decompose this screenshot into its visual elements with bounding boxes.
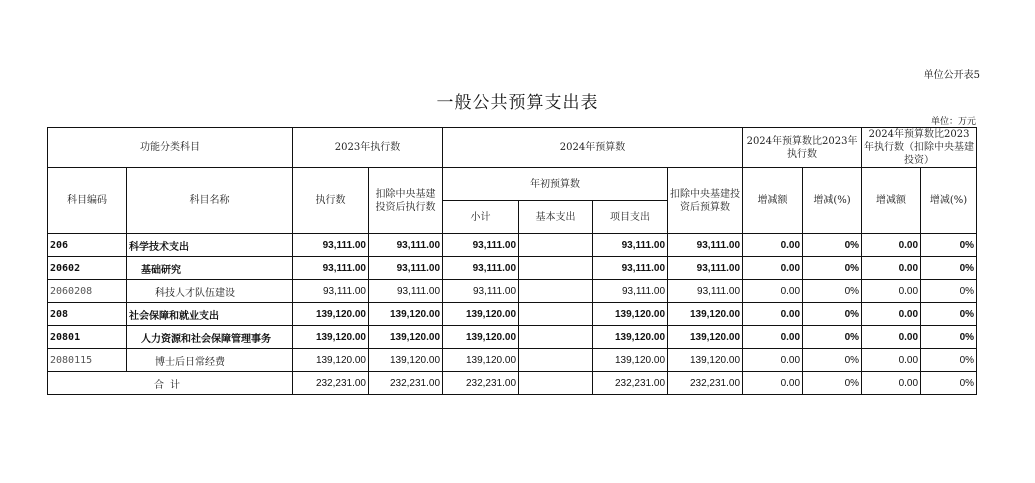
- table-row: [48, 349, 977, 372]
- row-project: 93,111.00: [593, 257, 668, 280]
- row-exec-ex: 93,111.00: [369, 257, 443, 280]
- row-exec: 93,111.00: [293, 234, 369, 257]
- row-code: 20801: [48, 326, 127, 349]
- row-name: 基础研究: [127, 257, 293, 280]
- row-exec: 139,120.00: [293, 303, 369, 326]
- header-subtotal: 小计: [443, 201, 519, 234]
- header-diff-amt-2: 增减额: [862, 168, 921, 234]
- header-budget-2024: 2024年预算数: [443, 128, 743, 168]
- row-code: 206: [48, 234, 127, 257]
- row-exec: 139,120.00: [293, 349, 369, 372]
- row-budget-ex: 139,120.00: [668, 349, 743, 372]
- total-diff-amt: 0.00: [743, 372, 803, 395]
- row-diff-pct-2: 0%: [921, 349, 977, 372]
- row-diff-amt-2: 0.00: [862, 303, 921, 326]
- row-name: 科技人才队伍建设: [127, 280, 293, 303]
- row-budget-ex: 93,111.00: [668, 257, 743, 280]
- row-diff-pct: 0%: [803, 303, 862, 326]
- row-subtotal: 139,120.00: [443, 349, 519, 372]
- page-title: 一般公共预算支出表: [436, 93, 599, 113]
- row-code: 208: [48, 303, 127, 326]
- header-diff-pct: 增减(%): [803, 168, 862, 234]
- row-diff-amt-2: 0.00: [862, 257, 921, 280]
- total-diff-pct: 0%: [803, 372, 862, 395]
- total-label: 合计: [48, 372, 293, 395]
- total-exec: 232,231.00: [293, 372, 369, 395]
- row-subtotal: 93,111.00: [443, 280, 519, 303]
- row-basic: [519, 349, 593, 372]
- budget-table: [47, 127, 977, 395]
- total-subtotal: 232,231.00: [443, 372, 519, 395]
- row-diff-pct-2: 0%: [921, 234, 977, 257]
- row-diff-amt: 0.00: [743, 280, 803, 303]
- row-budget-ex: 139,120.00: [668, 326, 743, 349]
- total-project: 232,231.00: [593, 372, 668, 395]
- form-number: 单位公开表5: [923, 70, 980, 81]
- total-exec-ex: 232,231.00: [369, 372, 443, 395]
- row-name: 社会保障和就业支出: [127, 303, 293, 326]
- total-row: [48, 372, 977, 395]
- row-project: 93,111.00: [593, 280, 668, 303]
- row-diff-amt: 0.00: [743, 257, 803, 280]
- row-exec: 139,120.00: [293, 326, 369, 349]
- row-project: 139,120.00: [593, 303, 668, 326]
- row-diff-pct-2: 0%: [921, 303, 977, 326]
- total-basic: [519, 372, 593, 395]
- row-diff-pct: 0%: [803, 280, 862, 303]
- row-basic: [519, 257, 593, 280]
- row-budget-ex: 139,120.00: [668, 303, 743, 326]
- row-subtotal: 139,120.00: [443, 303, 519, 326]
- header-exec-ex: 扣除中央基建投资后执行数: [369, 168, 443, 234]
- table-row: [48, 303, 977, 326]
- header-initial: 年初预算数: [443, 168, 668, 201]
- table-row: [48, 257, 977, 280]
- header-code: 科目编码: [48, 168, 127, 234]
- header-compare: 2024年预算数比2023年执行数: [743, 128, 862, 168]
- row-diff-amt-2: 0.00: [862, 280, 921, 303]
- total-budget-ex: 232,231.00: [668, 372, 743, 395]
- row-name: 人力资源和社会保障管理事务: [127, 326, 293, 349]
- unit-label: 单位：万元: [930, 117, 976, 127]
- row-basic: [519, 326, 593, 349]
- row-subtotal: 93,111.00: [443, 234, 519, 257]
- header-diff-pct-2: 增减(%): [921, 168, 977, 234]
- row-exec-ex: 93,111.00: [369, 234, 443, 257]
- total-diff-amt-2: 0.00: [862, 372, 921, 395]
- row-basic: [519, 303, 593, 326]
- total-diff-pct-2: 0%: [921, 372, 977, 395]
- row-subtotal: 139,120.00: [443, 326, 519, 349]
- row-budget-ex: 93,111.00: [668, 234, 743, 257]
- row-diff-pct: 0%: [803, 326, 862, 349]
- row-budget-ex: 93,111.00: [668, 280, 743, 303]
- row-exec-ex: 139,120.00: [369, 349, 443, 372]
- row-exec: 93,111.00: [293, 257, 369, 280]
- header-func-class: 功能分类科目: [48, 128, 293, 168]
- header-project: 项目支出: [593, 201, 668, 234]
- table-row: [48, 326, 977, 349]
- row-diff-pct: 0%: [803, 234, 862, 257]
- header-basic: 基本支出: [519, 201, 593, 234]
- row-diff-pct-2: 0%: [921, 326, 977, 349]
- header-row-2: [48, 168, 977, 201]
- header-name: 科目名称: [127, 168, 293, 234]
- row-diff-pct-2: 0%: [921, 257, 977, 280]
- header-exec-2023: 2023年执行数: [293, 128, 443, 168]
- row-diff-amt-2: 0.00: [862, 349, 921, 372]
- row-diff-amt: 0.00: [743, 326, 803, 349]
- row-diff-amt-2: 0.00: [862, 326, 921, 349]
- row-project: 139,120.00: [593, 349, 668, 372]
- row-diff-pct: 0%: [803, 257, 862, 280]
- row-diff-pct-2: 0%: [921, 280, 977, 303]
- row-basic: [519, 280, 593, 303]
- row-exec-ex: 93,111.00: [369, 280, 443, 303]
- row-exec: 93,111.00: [293, 280, 369, 303]
- row-code: 2080115: [48, 349, 127, 372]
- header-budget-ex: 扣除中央基建投资后预算数: [668, 168, 743, 234]
- header-row-1: [48, 128, 977, 168]
- table-row: [48, 280, 977, 303]
- row-diff-amt: 0.00: [743, 303, 803, 326]
- row-diff-amt: 0.00: [743, 349, 803, 372]
- row-diff-amt: 0.00: [743, 234, 803, 257]
- header-diff-amt: 增减额: [743, 168, 803, 234]
- row-project: 139,120.00: [593, 326, 668, 349]
- row-diff-pct: 0%: [803, 349, 862, 372]
- row-subtotal: 93,111.00: [443, 257, 519, 280]
- row-exec-ex: 139,120.00: [369, 326, 443, 349]
- row-code: 2060208: [48, 280, 127, 303]
- row-project: 93,111.00: [593, 234, 668, 257]
- row-diff-amt-2: 0.00: [862, 234, 921, 257]
- table-row: [48, 234, 977, 257]
- row-basic: [519, 234, 593, 257]
- row-name: 博士后日常经费: [127, 349, 293, 372]
- header-exec: 执行数: [293, 168, 369, 234]
- header-compare-ex: 2024年预算数比2023年执行数（扣除中央基建投资）: [862, 128, 977, 168]
- row-code: 20602: [48, 257, 127, 280]
- row-name: 科学技术支出: [127, 234, 293, 257]
- row-exec-ex: 139,120.00: [369, 303, 443, 326]
